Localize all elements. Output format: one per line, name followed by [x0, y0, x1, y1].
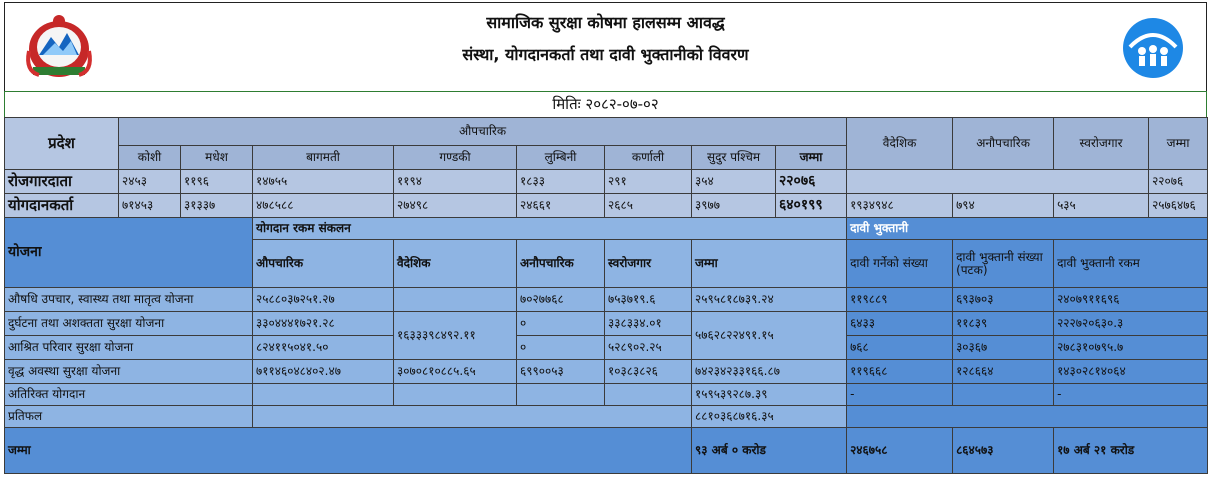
province-header: प्रदेश [5, 118, 119, 170]
table-cell: १२८६६४ [953, 360, 1054, 384]
table-cell: ८८१०३६८७१६.३५ [692, 406, 847, 428]
table-cell [605, 384, 692, 406]
col-informal: अनौपचारिक [517, 240, 605, 288]
table-cell [517, 384, 605, 406]
table-cell: ३१३३७ [181, 194, 253, 218]
province-bagmati: बागमती [253, 146, 394, 170]
table-cell: ० [517, 336, 605, 360]
table-cell: ६४०१९९ [776, 194, 847, 218]
province-madhesh: मधेश [181, 146, 253, 170]
col-claimants: दावी गर्नेको संख्या [847, 240, 953, 288]
table-cell: ३०३६७ [953, 336, 1054, 360]
report-header [4, 2, 1207, 92]
scheme-header: योजना [5, 218, 253, 288]
table-cell: ७०२७७६८ [517, 288, 605, 312]
table-cell: २२०७६ [1149, 170, 1208, 194]
table-cell: १०३८३८२६ [605, 360, 692, 384]
table-cell: ११९८८९ [847, 288, 953, 312]
scheme-name: दुर्घटना तथा अशक्तता सुरक्षा योजना [5, 312, 253, 336]
table-cell: २७८३१०७९५.७ [1054, 336, 1208, 360]
table-cell: ३३०४४४१७२१.२८ [253, 312, 394, 336]
table-cell: ८२४११५०४१.५० [253, 336, 394, 360]
grand-total-header: जम्मा [1149, 118, 1208, 170]
table-cell [394, 384, 517, 406]
col-formal: औपचारिक [253, 240, 394, 288]
table-cell: - [847, 384, 953, 406]
formal-header: औपचारिक [119, 118, 847, 146]
table-cell: ७११४६०४८४०२.४७ [253, 360, 394, 384]
province-sudurpashchim: सुदुर पश्चिम [692, 146, 776, 170]
report-subtitle: संस्था, योगदानकर्ता तथा दावी भुक्तानीको विवरण [462, 45, 749, 64]
table-cell: ७१४५३ [119, 194, 181, 218]
table-cell: ७५३७१९.६ [605, 288, 692, 312]
scheme-name: आश्रित परिवार सुरक्षा योजना [5, 336, 253, 360]
scheme-name: वृद्ध अवस्था सुरक्षा योजना [5, 360, 253, 384]
formal-total-header: जम्मा [776, 146, 847, 170]
table-cell: ७४२३४२३३१६६.८७ [692, 360, 847, 384]
table-cell: २४६६१ [517, 194, 605, 218]
table-cell: ११८३९ [953, 312, 1054, 336]
report-title: सामाजिक सुरक्षा कोषमा हालसम्म आवद्ध [486, 13, 725, 32]
table-cell: २५९५८१८७३९.२४ [692, 288, 847, 312]
table-cell [394, 288, 517, 312]
table-cell: १४३०२८१४०६४ [1054, 360, 1208, 384]
province-karnali: कर्णाली [605, 146, 692, 170]
table-cell: ११९४ [394, 170, 517, 194]
table-cell: ५२८९०२.२५ [605, 336, 692, 360]
table-cell: ५३५ [1054, 194, 1149, 218]
table-cell: २५८८०३७२५१.२७ [253, 288, 394, 312]
table-cell: ६४३३ [847, 312, 953, 336]
table-cell: २७४९८ [394, 194, 517, 218]
table-cell: ४७८५८८ [253, 194, 394, 218]
table-cell: २४०७९११६९६ [1054, 288, 1208, 312]
table-cell: २५७६४७६ [1149, 194, 1208, 218]
table-cell: १६३३३९८४९२.११ [394, 312, 517, 360]
sum-claim-amount: १७ अर्ब २१ करोड [1054, 428, 1208, 474]
col-self-employed: स्वरोजगार [605, 240, 692, 288]
return-label: प्रतिफल [5, 406, 253, 428]
table-cell: - [1054, 384, 1208, 406]
province-gandaki: गण्डकी [394, 146, 517, 170]
col-claim-amount: दावी भुक्तानी रकम [1054, 240, 1208, 288]
table-cell: २६८५ [605, 194, 692, 218]
sum-claims: ८६४५७३ [953, 428, 1054, 474]
table-cell: ५७६२८२२४९१.१५ [692, 312, 847, 360]
table-cell: १५९५३९२८७.३९ [692, 384, 847, 406]
table-cell [847, 406, 1208, 428]
table-cell: ३०७०८१०८८५.६५ [394, 360, 517, 384]
col-total: जम्मा [692, 240, 847, 288]
table-cell: १४७५५ [253, 170, 394, 194]
table-cell: ६९३७०३ [953, 288, 1054, 312]
table-cell: ६९९००५३ [517, 360, 605, 384]
province-lumbini: लुम्बिनी [517, 146, 605, 170]
table-cell: ७६८ [847, 336, 953, 360]
table-cell: २२०७६ [776, 170, 847, 194]
table-cell [847, 170, 1149, 194]
table-cell: २९१ [605, 170, 692, 194]
table-cell [253, 384, 394, 406]
table-cell: ११९६ [181, 170, 253, 194]
sum-claimants: २४६७५८ [847, 428, 953, 474]
table-cell: १९३४९४८ [847, 194, 953, 218]
ssf-logo-icon [1122, 17, 1184, 79]
informal-header: अनौपचारिक [953, 118, 1054, 170]
sum-label: जम्मा [5, 428, 692, 474]
table-cell [253, 406, 692, 428]
contribution-header: योगदान रकम संकलन [253, 218, 847, 240]
col-foreign: वैदेशिक [394, 240, 517, 288]
claim-header: दावी भुक्तानी [847, 218, 1208, 240]
sum-total: ९३ अर्ब ० करोड [692, 428, 847, 474]
table-cell: १८३३ [517, 170, 605, 194]
table-cell [953, 384, 1054, 406]
foreign-header: वैदेशिक [847, 118, 953, 170]
table-cell: ११९६६८ [847, 360, 953, 384]
table-cell: २४५३ [119, 170, 181, 194]
report-date: मितिः २०८२-०७-०२ [4, 91, 1207, 118]
col-claims: दावी भुक्तानी संख्या (पटक) [953, 240, 1054, 288]
table-cell: ७९४ [953, 194, 1054, 218]
table-cell: ३९७७ [692, 194, 776, 218]
province-koshi: कोशी [119, 146, 181, 170]
scheme-name: औषधि उपचार, स्वास्थ्य तथा मातृत्व योजना [5, 288, 253, 312]
table-cell: २२२७२०६३०.३ [1054, 312, 1208, 336]
extra-contribution-label: अतिरिक्त योगदान [5, 384, 253, 406]
table-cell: ३३८३३४.०१ [605, 312, 692, 336]
table-cell: ० [517, 312, 605, 336]
statistics-table [4, 117, 1208, 474]
contributor-row-label: योगदानकर्ता [5, 194, 119, 218]
self-employed-header: स्वरोजगार [1054, 118, 1149, 170]
table-cell: ३५४ [692, 170, 776, 194]
employer-row-label: रोजगारदाता [5, 170, 119, 194]
